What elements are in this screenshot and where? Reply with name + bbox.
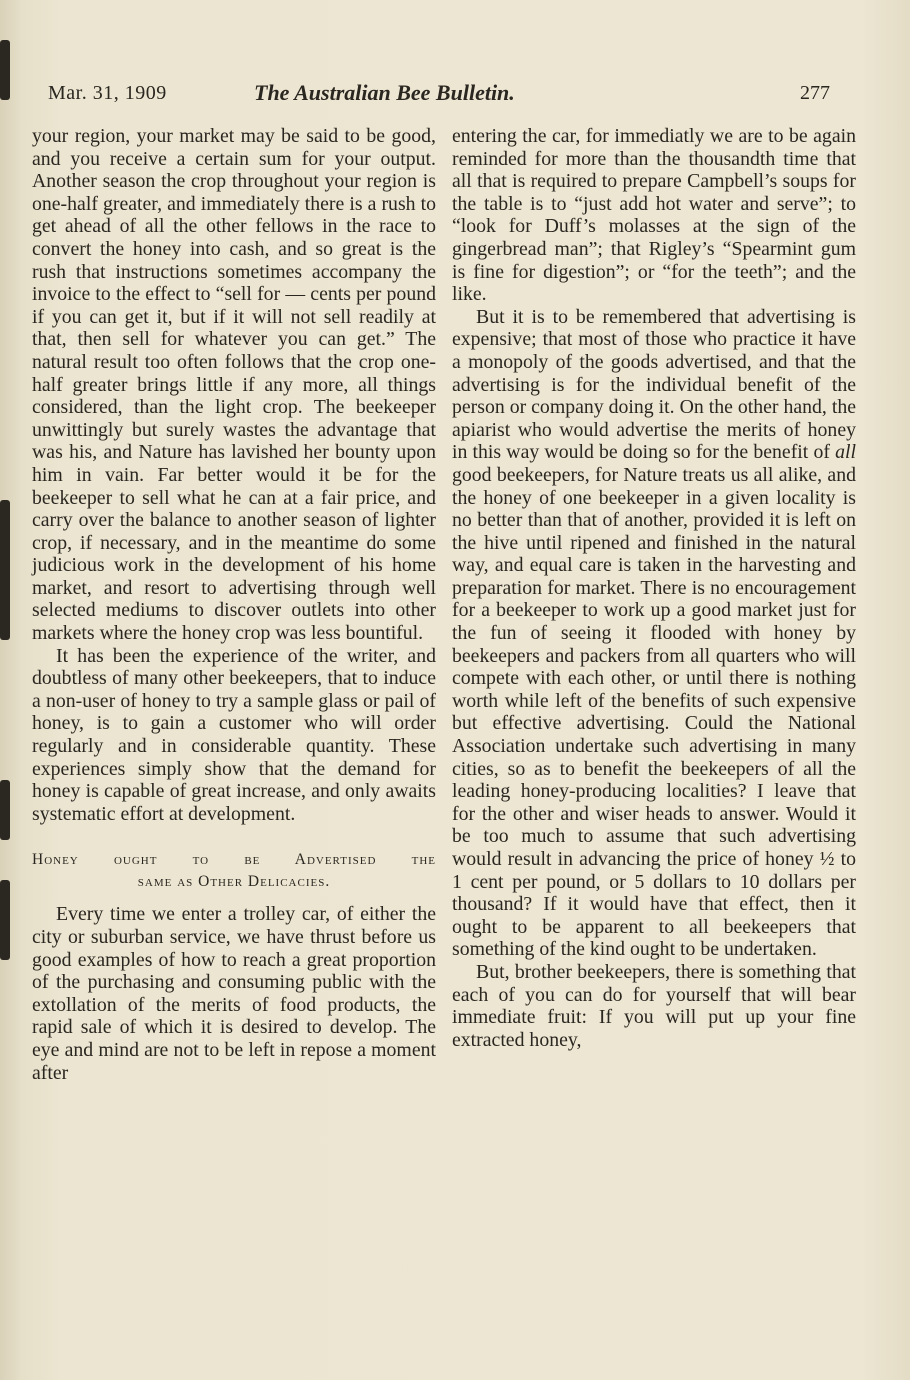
paragraph-text: good beekeepers, for Nature treats us all alike, and the honey of one beekeeper in a given locality is no better than that of another, provided it is left on the hive until ripened and finished in the natural way, and equal care is taken in the harvesting and preparation for market. There is no encouragement for a beekeeper to work up a good market just for the fun of seeing it flooded with honey by beekeepers and packers from all quarters who will compete with each other, or until there is nothing worth while left of the benefits of such expensive but effective advertising. Could the National Association undertake such advertising in many cities, so as to benefit the beekeepers of all the leading honey-producing localities? I leave that for the other and wiser heads to answer. Would it be too much to assume that such advertising would result in advancing the price of honey ½ to 1 cent per pound, or 5 dollars to 10 dollars per thousand? If it would have that effect, then it ought to be apparent to all beekeepers that something of the kind ought to be undertaken. xyxy=(452,463,856,961)
section-heading-line: same as Other Delicacies. xyxy=(137,873,331,891)
emphasis: all xyxy=(835,441,856,464)
paragraph: But, brother beekeepers, there is something that each of you can do for yourself that will bear immediate fruit: If you will put up your fine extracted honey, xyxy=(452,960,856,1051)
paragraph: Every time we enter a trolley car, of either the city or suburban service, we have thrust before us good examples of how to reach a great proportion of the purchasing and consuming public with the extollation of the merits of food products, the rapid sale of which it is desired to develop. The eye and mind are not to be left in repose a moment after xyxy=(32,903,436,1084)
publication-title: The Australian Bee Bulletin. xyxy=(254,80,515,105)
paragraph: entering the car, for immediatly we are to be again reminded for more than the thousandth time that all that is required to prepare Campbell’s soups for the table is to “just add hot water and serve”; to “look for Duff’s molasses at the sign of the gingerbread man”; that Rigley’s “Spearmint gum is fine for digestion”; or “for the teeth”; and the like. xyxy=(452,125,856,306)
paragraph-text: But it is to be remembered that advertising is expensive; that most of those who practice it have a monopoly of the goods advertised, and that the advertising is for the individual benefit of the person or company doing it. On the other hand, the apiarist who would advertise the merits of honey in this way would be doing so for the benefit of xyxy=(452,305,856,464)
running-header xyxy=(48,82,830,112)
edge-stain xyxy=(0,500,10,640)
right-column xyxy=(452,125,856,1051)
paragraph xyxy=(452,306,856,961)
edge-stain xyxy=(0,40,10,100)
issue-date: Mar. 31, 1909 xyxy=(48,82,167,104)
edge-stain xyxy=(0,780,10,840)
section-heading xyxy=(32,849,436,893)
page-number: 277 xyxy=(800,82,830,104)
paragraph: It has been the experience of the writer, and doubtless of many other beekeepers, that to induce a non-user of honey to try a sample glass or pail of honey, is to gain a customer who will order regularly and in considerable quantity. These experiences simply show that the demand for honey is capable of great increase, and only awaits systematic effort at development. xyxy=(32,644,436,825)
left-column xyxy=(32,125,436,1084)
section-heading-line: Honey ought to be Advertised the xyxy=(32,851,436,869)
paragraph: your region, your market may be said to be good, and you receive a certain sum for your output. Another season the crop throughout your region is one-half greater, and immediately there is a rush to get ahead of all the other fellows in the race to convert the honey into cash, and so great is the rush that instructions sometimes accompany the invoice to the effect to “sell for — cents per pound if you can get it, but if it will not sell readily at that, then sell for whatever you can get.” The natural result too often follows that the crop one-half greater brings little if any more, all things considered, than the light crop. The beekeeper unwittingly but surely wastes the advantage that was his, and Nature has lavished her bounty upon him in vain. Far better would it be for the beekeeper to sell what he can at a fair price, and carry over the balance to another season of lighter crop, if necessary, and in the meantime do some judicious work in the development of his home market, and resort to advertising through well selected mediums to discover outlets into other markets where the honey crop was less bountiful. xyxy=(32,125,436,645)
edge-stain xyxy=(0,880,10,960)
